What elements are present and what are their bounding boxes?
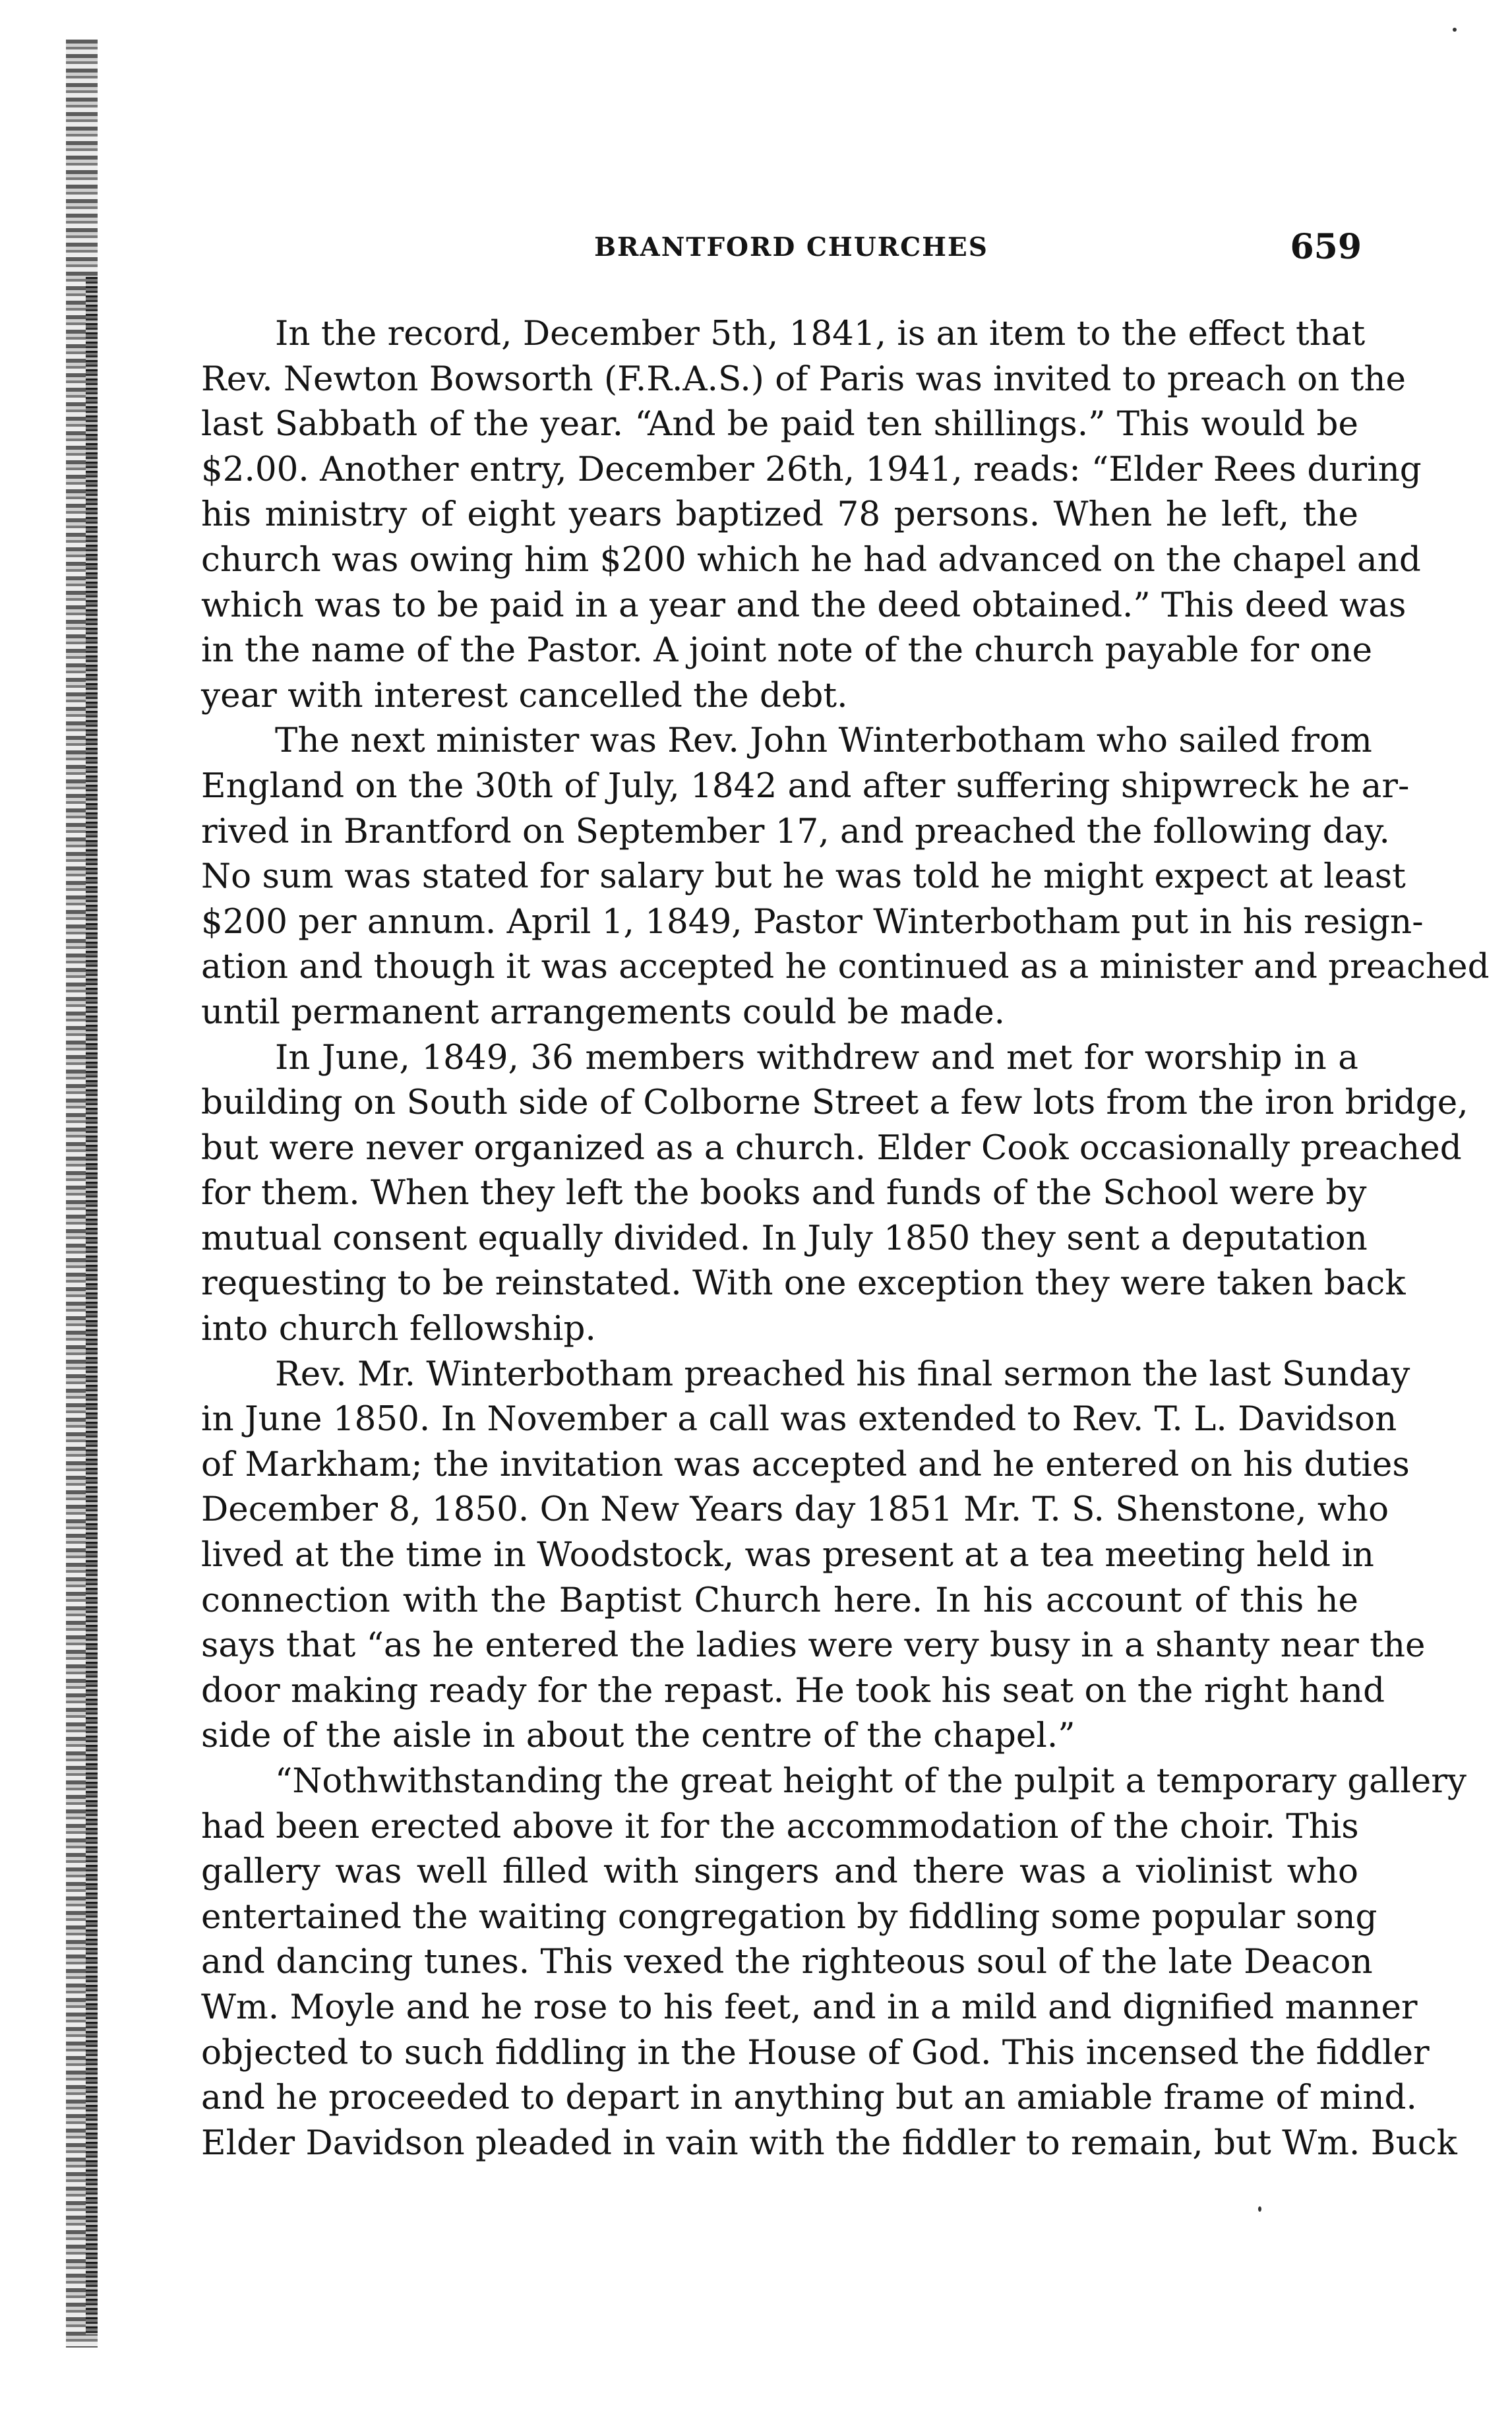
text-line: “Nothwithstanding the great height of the pulpit a temporary gallery [275,1761,1467,1801]
text-line: and he proceeded to depart in anything but an amiable frame of mind. [201,2078,1417,2118]
page-number: 659 [1290,227,1362,267]
text-line: England on the 30th of July, 1842 and after suffering shipwreck he ar- [201,766,1410,806]
text-line: last Sabbath of the year. “And be paid ten shillings.” This would be [201,404,1358,444]
text-line: No sum was stated for salary but he was told he might expect at least [201,857,1406,897]
body-text [201,311,1490,2166]
text-line: of Markham; the invitation was accepted and he entered on his duties [201,1444,1410,1484]
text-line: year with interest cancelled the debt. [201,675,848,715]
text-line: says that “as he entered the ladies were very busy in a shanty near the [201,1625,1426,1666]
text-line: ation and though it was accepted he continued as a minister and preached [201,947,1490,987]
text-line: his ministry of eight years baptized 78 persons. When he left, the [201,495,1358,535]
text-line: Rev. Mr. Winterbotham preached his final sermon the last Sunday [275,1354,1410,1394]
text-line: until permanent arrangements could be made. [201,992,1006,1032]
text-line: $2.00. Another entry, December 26th, 1941, reads: “Elder Rees during [201,449,1422,489]
text-line: church was owing him $200 which he had advanced on the chapel and [201,539,1421,580]
scan-speck [1453,28,1457,32]
text-line: and dancing tunes. This vexed the righteous soul of the late Deacon [201,1942,1373,1982]
text-line: in June 1850. In November a call was extended to Rev. T. L. Davidson [201,1399,1397,1440]
text-line: lived at the time in Woodstock, was present at a tea meeting held in [201,1535,1374,1575]
running-head-title: BRANTFORD CHURCHES [594,232,988,262]
text-line: connection with the Baptist Church here. In his account of this he [201,1580,1358,1620]
text-line: mutual consent equally divided. In July 1850 they sent a deputation [201,1218,1368,1258]
scan-speck [1258,2206,1261,2212]
text-line: building on South side of Colborne Street a few lots from the iron bridge, [201,1083,1468,1123]
text-line: into church fellowship. [201,1309,596,1349]
text-line: which was to be paid in a year and the deed obtained.” This deed was [201,585,1406,625]
text-line: December 8, 1850. On New Years day 1851 Mr. T. S. Shenstone, who [201,1490,1389,1530]
running-head [198,227,1385,272]
text-line: side of the aisle in about the centre of the chapel.” [201,1716,1075,1756]
text-line: objected to such fiddling in the House of God. This incensed the fiddler [201,2032,1430,2073]
text-line: Rev. Newton Bowsorth (F.R.A.S.) of Paris was invited to preach on the [201,359,1406,399]
text-line: In the record, December 5th, 1841, is an item to the effect that [275,314,1366,353]
text-line: Elder Davidson pleaded in vain with the fiddler to remain, but Wm. Buck [201,2123,1457,2163]
text-line: Wm. Moyle and he rose to his feet, and in a mild and dignified manner [201,1987,1418,2027]
text-line: door making ready for the repast. He took his seat on the right hand [201,1670,1385,1711]
text-line: The next minister was Rev. John Winterbotham who sailed from [275,721,1372,761]
text-line: for them. When they left the books and funds of the School were by [201,1173,1367,1213]
text-line: had been erected above it for the accommodation of the choir. This [201,1806,1359,1846]
text-line: in the name of the Pastor. A joint note of the church payable for one [201,630,1373,671]
text-line: requesting to be reinstated. With one exception they were taken back [201,1263,1406,1304]
text-line: In June, 1849, 36 members withdrew and met for worship in a [275,1037,1358,1077]
text-line: but were never organized as a church. Elder Cook occasionally preached [201,1128,1462,1168]
text-line: entertained the waiting congregation by fiddling some popular song [201,1896,1377,1937]
text-line: $200 per annum. April 1, 1849, Pastor Winterbotham put in his resign- [201,901,1424,942]
binding-edge-strip [86,277,98,2334]
text-line: gallery was well filled with singers and there was a violinist who [201,1852,1358,1892]
text-line: rived in Brantford on September 17, and preached the following day. [201,811,1390,851]
